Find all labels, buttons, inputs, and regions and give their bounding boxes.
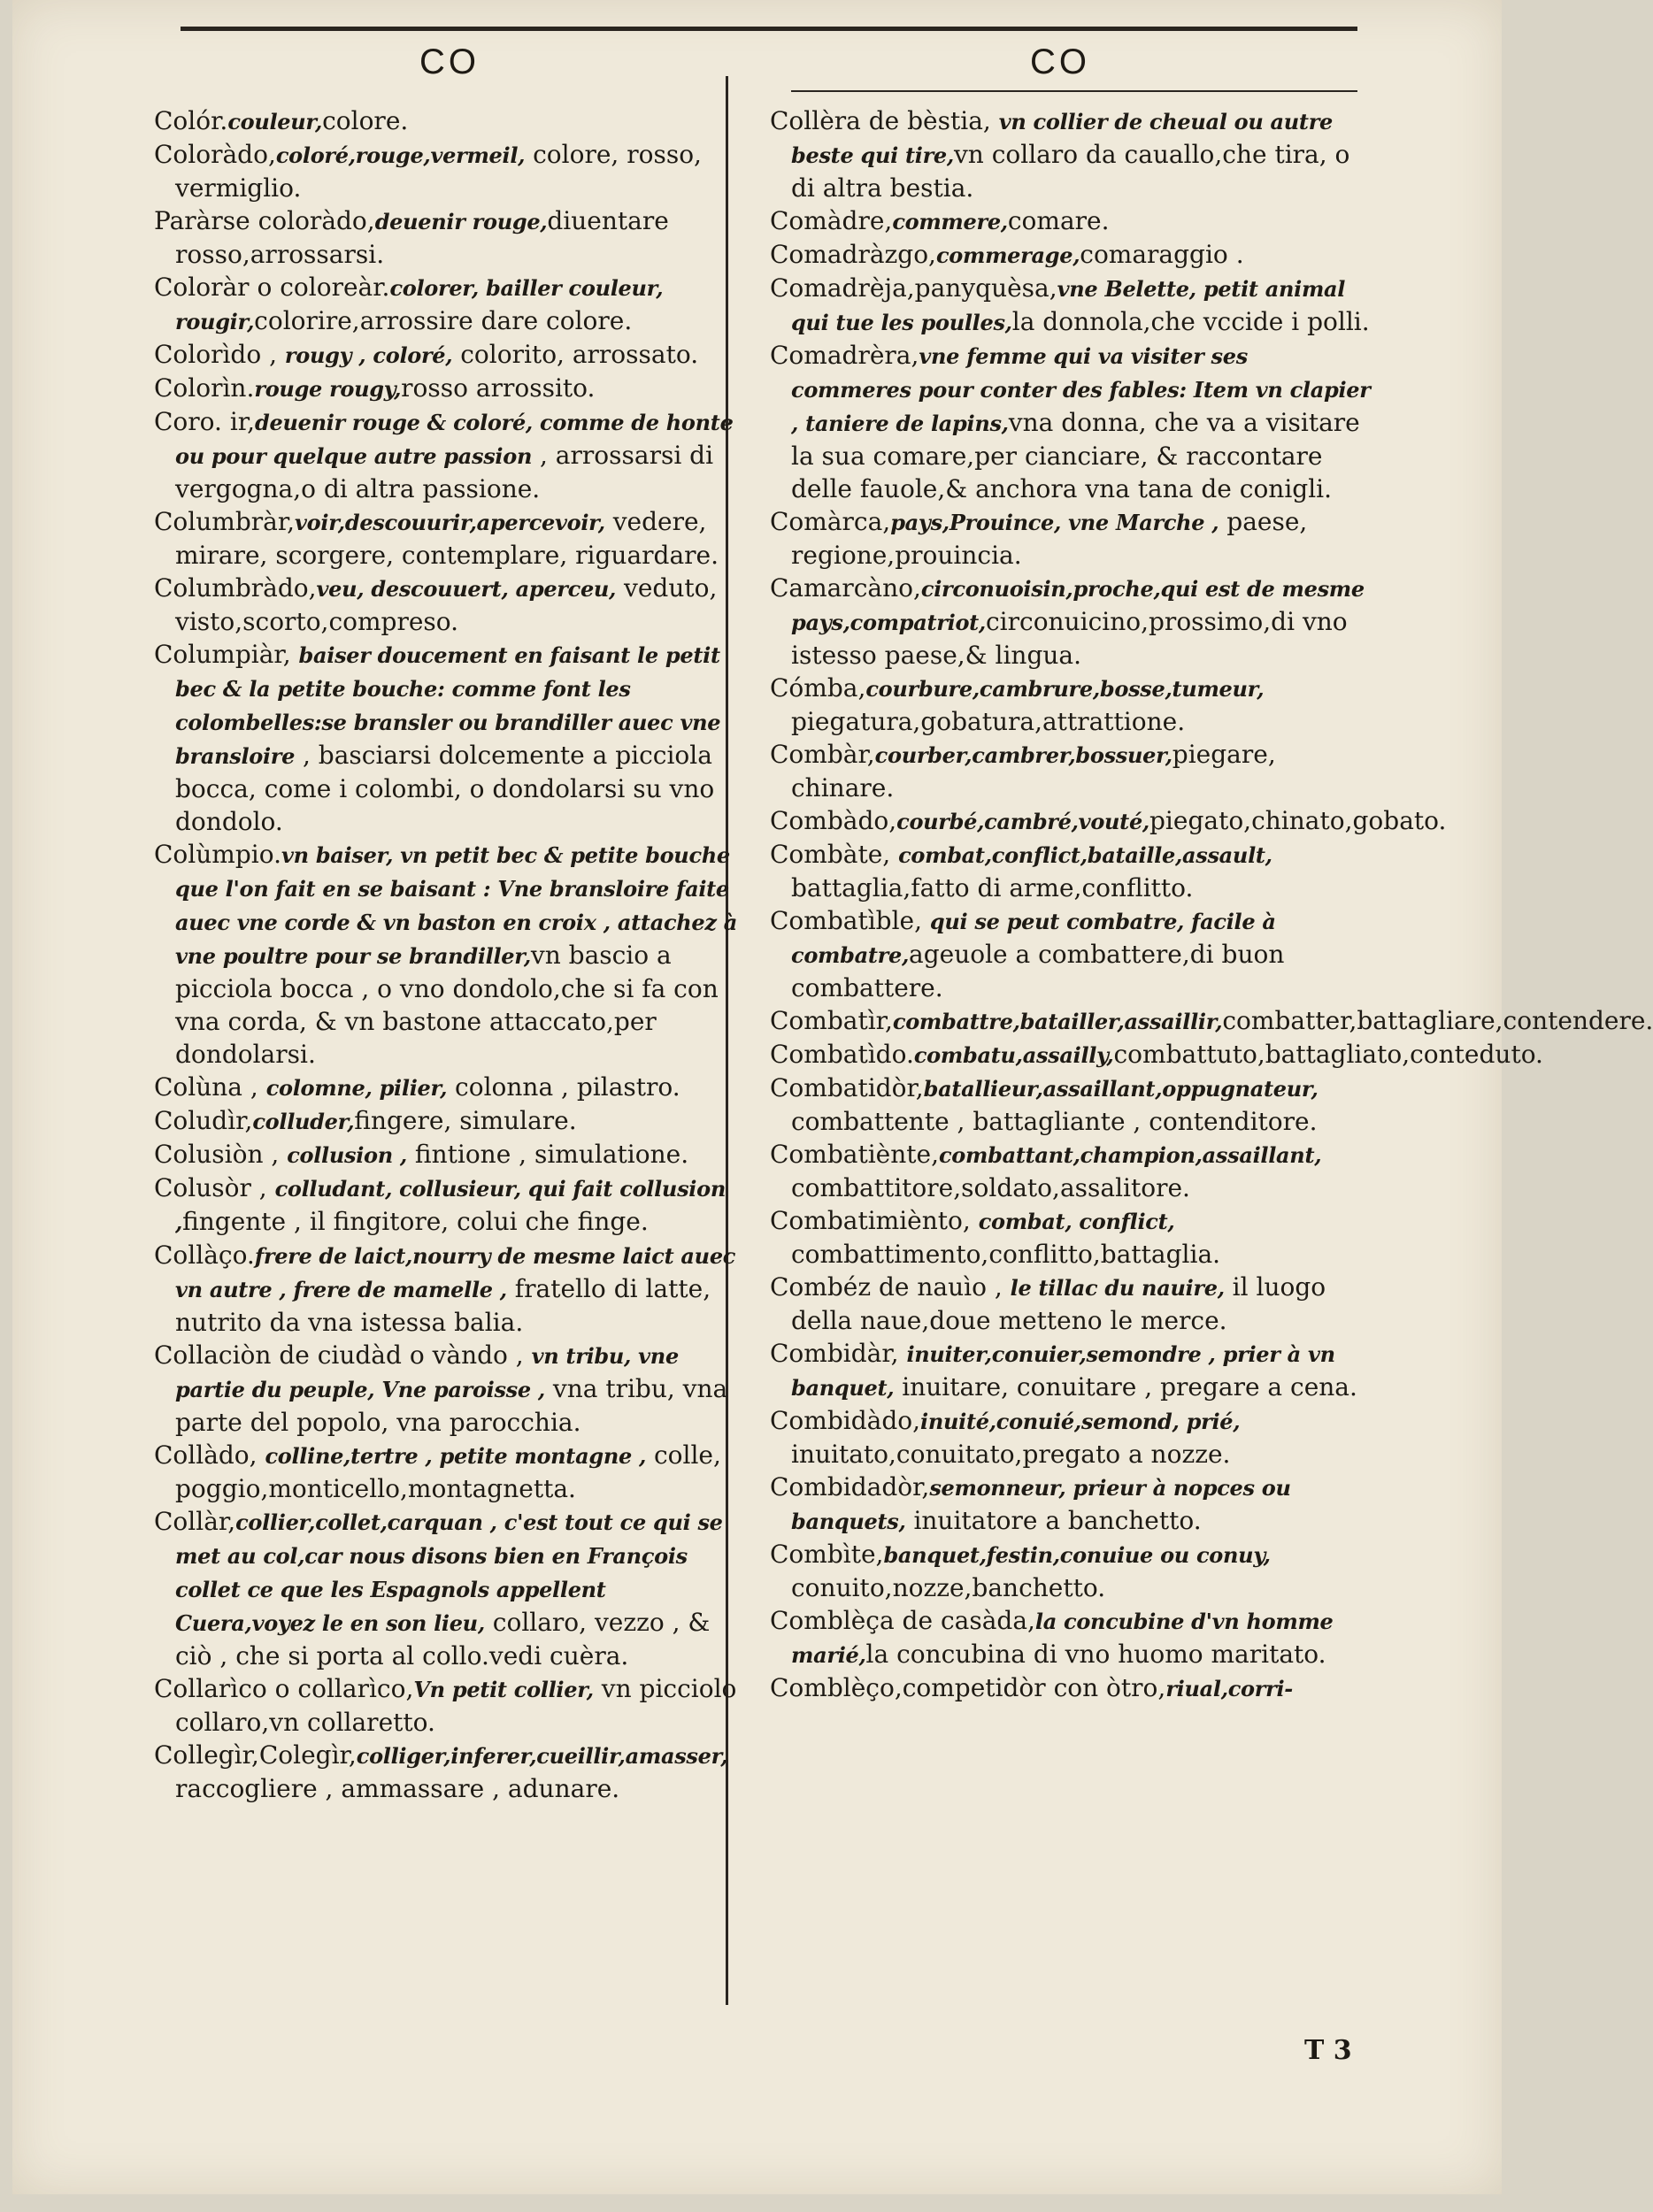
- dictionary-entry: [770, 1071, 1372, 1138]
- entry-french: vn collier de cheual ou autre beste qui tire,: [791, 109, 1334, 168]
- entry-french: rougy , coloré,: [284, 342, 453, 368]
- entry-headword: Cómba,: [770, 673, 866, 703]
- entry-french: colline,tertre , petite montagne ,: [265, 1443, 647, 1469]
- dictionary-entry: [770, 904, 1372, 1004]
- entry-french: le tillac du nauire,: [1010, 1275, 1225, 1301]
- entry-headword: Combéz de nauìo ,: [770, 1272, 1011, 1302]
- entry-french: couleur,: [227, 109, 323, 134]
- dictionary-entry: [770, 804, 1447, 838]
- dictionary-entry: [154, 572, 738, 638]
- entry-french: vn baiser, vn petit bec & petite bouche que l'on fait en se baisant : Vne bransloire faite auec vne corde & vn baston en croix , attachez à vne poultre pour se brandiller,: [175, 842, 738, 969]
- entry-italian: colore.: [322, 106, 409, 135]
- entry-italian: rosso arrossito.: [401, 373, 596, 403]
- entry-italian: collaro, vezzo , & ciò , che si porta al collo.vedi cuèra.: [175, 1608, 711, 1671]
- dictionary-entry: [154, 1439, 738, 1505]
- entry-french: riual,corri-: [1165, 1676, 1293, 1701]
- entry-headword: Colùmpio.: [154, 840, 281, 869]
- running-head-left: CO: [419, 42, 480, 81]
- dictionary-entry: [154, 1104, 738, 1138]
- entry-french: pays,Prouince, vne Marche ,: [890, 510, 1219, 535]
- entry-italian: diuentare rosso,arrossarsi.: [175, 206, 669, 269]
- entry-french: vne femme qui va visiter ses commeres pour conter des fables: Item vn clapier , taniere de lapins,: [791, 343, 1371, 436]
- dictionary-entry: [770, 204, 1372, 238]
- signature-mark: T 3: [1304, 2035, 1352, 2066]
- dictionary-entry: [154, 638, 738, 838]
- left-column: [154, 104, 738, 1805]
- dictionary-entry: [154, 271, 738, 338]
- entry-headword: Combidadòr,: [770, 1472, 930, 1502]
- entry-italian: colorito, arrossato.: [452, 340, 699, 369]
- dictionary-entry: [770, 1038, 1543, 1071]
- dictionary-entry: [154, 1739, 738, 1805]
- entry-headword: Colusòr ,: [154, 1173, 275, 1202]
- entry-italian: fintione , simulatione.: [407, 1140, 689, 1169]
- dictionary-entry: [770, 1004, 1653, 1038]
- entry-headword: Collàdo,: [154, 1440, 265, 1470]
- entry-french: inuité,conuié,semond, prié,: [920, 1409, 1241, 1434]
- entry-italian: vedere, mirare, scorgere, contemplare, riguardare.: [175, 507, 719, 570]
- entry-french: frere de laict,nourry de mesme laict auec vn autre , frere de mamelle ,: [175, 1243, 736, 1302]
- entry-italian: piegato,chinato,gobato.: [1149, 806, 1447, 835]
- dictionary-entry: [770, 1604, 1372, 1671]
- entry-italian: piegatura,gobatura,attrattione.: [791, 707, 1186, 736]
- entry-italian: ageuole a combattere,di buon combattere.: [791, 940, 1285, 1002]
- entry-italian: vna donna, che va a visitare la sua comare,per cianciare, & raccontare delle fauole,& anchora vna tana de conigli.: [791, 408, 1360, 503]
- entry-headword: Combàr,: [770, 740, 875, 769]
- entry-headword: Colorìdo ,: [154, 340, 285, 369]
- entry-french: colomne, pilier,: [265, 1075, 448, 1101]
- entry-french: collier,collet,carquan , c'est tout ce qui se met au col,car nous disons bien en François collet ce que les Espagnols appellent Cuera,voyez le en son lieu,: [175, 1509, 723, 1636]
- entry-french: colorer, bailler couleur, rougir,: [175, 275, 664, 334]
- entry-italian: battaglia,fatto di arme,conflitto.: [791, 873, 1194, 902]
- entry-headword: Colùna ,: [154, 1072, 266, 1102]
- entry-italian: colorire,arrossire dare colore.: [254, 306, 633, 335]
- entry-headword: Colusiòn ,: [154, 1140, 288, 1169]
- entry-french: courber,cambrer,bossuer,: [874, 742, 1172, 768]
- entry-italian: la concubina di vno huomo maritato.: [865, 1640, 1326, 1669]
- dictionary-entry: [154, 338, 738, 372]
- dictionary-entry: [154, 104, 738, 138]
- dictionary-entry: [770, 1404, 1372, 1471]
- entry-french: coloré,rouge,vermeil,: [275, 142, 526, 168]
- dictionary-entry: [770, 1138, 1372, 1204]
- dictionary-entry: [154, 138, 738, 204]
- dictionary-entry: [154, 1171, 738, 1239]
- dictionary-entry: [154, 838, 738, 1071]
- entry-italian: combattuto,battagliato,conteduto.: [1113, 1040, 1543, 1069]
- dictionary-entry: [154, 405, 738, 505]
- entry-italian: la donnola,che vccide i polli.: [1011, 307, 1370, 336]
- entry-headword: Columpiàr,: [154, 640, 299, 669]
- dictionary-entry: [770, 738, 1372, 804]
- entry-headword: Colorìn.: [154, 373, 255, 403]
- entry-headword: Collàço.: [154, 1240, 255, 1270]
- entry-headword: Combidàdo,: [770, 1406, 921, 1435]
- entry-italian: vna tribu, vna parte del popolo, vna parocchia.: [175, 1374, 728, 1437]
- entry-headword: Combatìr,: [770, 1006, 893, 1035]
- entry-headword: Combatimiènto,: [770, 1206, 979, 1235]
- entry-headword: Combatìble,: [770, 906, 930, 935]
- entry-french: colliger,inferer,cueillir,amasser,: [356, 1743, 728, 1769]
- entry-headword: Comadràzgo,: [770, 240, 936, 269]
- entry-headword: Coro. ir,: [154, 407, 255, 436]
- dictionary-entry: [154, 1239, 738, 1339]
- entry-headword: Collèra de bèstia,: [770, 106, 999, 135]
- entry-french: batallieur,assaillant,oppugnateur,: [923, 1076, 1319, 1102]
- entry-headword: Combàdo,: [770, 806, 897, 835]
- entry-italian: vn picciolo collaro,vn collaretto.: [175, 1674, 737, 1737]
- entry-italian: combattitore,soldato,assalitore.: [791, 1173, 1190, 1202]
- entry-headword: Camarcàno,: [770, 573, 921, 603]
- entry-french: qui se peut combatre, facile à combatre,: [791, 909, 1276, 968]
- dictionary-entry: [770, 104, 1372, 204]
- entry-french: rouge rougy,: [254, 376, 402, 402]
- entry-french: commere,: [892, 209, 1008, 234]
- entry-headword: Coludìr,: [154, 1106, 253, 1135]
- entry-italian: colle, poggio,monticello,montagnetta.: [175, 1440, 721, 1503]
- entry-french: vne Belette, petit animal qui tue les poulles,: [791, 276, 1346, 335]
- entry-french: semonneur, prieur à nopces ou banquets,: [791, 1475, 1291, 1534]
- entry-italian: il luogo della naue,doue metteno le merce.: [791, 1272, 1326, 1335]
- entry-italian: comaraggio .: [1080, 240, 1244, 269]
- entry-italian: fingere, simulare.: [354, 1106, 577, 1135]
- entry-italian: combatter,battagliare,contendere.: [1222, 1006, 1653, 1035]
- dictionary-entry: [154, 505, 738, 572]
- entry-italian: combattimento,conflitto,battaglia.: [791, 1240, 1221, 1269]
- entry-french: combat,conflict,bataille,assault,: [898, 842, 1272, 868]
- dictionary-entry: [770, 1337, 1372, 1404]
- entry-headword: Coloràr o coloreàr.: [154, 273, 390, 302]
- dictionary-entry: [154, 1505, 738, 1672]
- dictionary-entry: [770, 505, 1372, 572]
- entry-headword: Comàdre,: [770, 206, 893, 235]
- dictionary-entry: [770, 1538, 1372, 1604]
- entry-italian: inuitato,conuitato,pregato a nozze.: [791, 1440, 1231, 1469]
- entry-headword: Colór.: [154, 106, 228, 135]
- entry-headword: Columbràdo,: [154, 573, 317, 603]
- entry-headword: Comadrèja,panyquèsa,: [770, 273, 1057, 303]
- right-column-rule: [791, 90, 1357, 92]
- entry-headword: Combatidòr,: [770, 1073, 924, 1102]
- dictionary-entry: [154, 1071, 738, 1104]
- entry-headword: Combìte,: [770, 1540, 884, 1569]
- entry-headword: Comblèço,competidòr con òtro,: [770, 1673, 1166, 1702]
- entry-headword: Combidàr,: [770, 1339, 907, 1368]
- entry-italian: comare.: [1007, 206, 1110, 235]
- dictionary-page: [12, 0, 1653, 2194]
- entry-headword: Paràrse coloràdo,: [154, 206, 375, 235]
- entry-italian: fratello di latte, nutrito da vna istessa balia.: [175, 1274, 711, 1337]
- dictionary-entry: [770, 672, 1372, 738]
- entry-italian: conuito,nozze,banchetto.: [791, 1573, 1106, 1602]
- entry-french: combattre,batailler,assaillir,: [892, 1009, 1223, 1034]
- entry-french: deuenir rouge & coloré, comme de honte ou pour quelque autre passion: [175, 410, 734, 469]
- dictionary-entry: [154, 1672, 738, 1739]
- entry-headword: Comblèça de casàda,: [770, 1606, 1035, 1635]
- entry-french: combatu,assailly,: [913, 1042, 1114, 1068]
- dictionary-entry: [770, 1204, 1372, 1271]
- right-column: [770, 104, 1653, 1705]
- dictionary-entry: [770, 1271, 1372, 1337]
- entry-italian: fingente , il fingitore, colui che finge.: [182, 1207, 649, 1236]
- entry-headword: Coloràdo,: [154, 140, 276, 169]
- dictionary-entry: [770, 238, 1372, 272]
- entry-french: deuenir rouge,: [374, 209, 548, 234]
- entry-italian: combattente , battagliante , contenditore.: [791, 1107, 1318, 1136]
- entry-italian: circonuicino,prossimo,di vno istesso paese,& lingua.: [791, 607, 1348, 670]
- entry-headword: Combatìdo.: [770, 1040, 914, 1069]
- entry-french: courbé,cambré,vouté,: [896, 809, 1149, 834]
- entry-italian: , basciarsi dolcemente a picciola bocca, come i colombi, o dondolarsi su vno dondolo.: [175, 741, 715, 836]
- entry-french: la concubine d'vn homme marié,: [791, 1609, 1334, 1668]
- entry-french: circonuoisin,proche,qui est de mesme pays,compatriot,: [791, 576, 1365, 635]
- entry-french: combattant,champion,assaillant,: [938, 1142, 1322, 1168]
- top-rule: [181, 27, 1357, 31]
- entry-french: commerage,: [935, 242, 1080, 268]
- entry-italian: , arrossarsi di vergogna,o di altra passione.: [175, 441, 714, 503]
- entry-french: colludant, collusieur, qui fait collusion ,: [175, 1176, 726, 1235]
- dictionary-entry: [770, 339, 1372, 505]
- entry-french: voir,descouurir,apercevoir,: [295, 510, 605, 535]
- entry-italian: vn collaro da cauallo,che tira, o di altra bestia.: [791, 140, 1350, 203]
- entry-french: combat, conflict,: [978, 1209, 1175, 1234]
- entry-italian: raccogliere , ammassare , adunare.: [175, 1774, 620, 1803]
- entry-headword: Comadrèra,: [770, 341, 919, 370]
- entry-french: inuiter,conuier,semondre , prier à vn banquet,: [791, 1341, 1335, 1401]
- entry-french: courbure,cambrure,bosse,tumeur,: [865, 676, 1265, 702]
- entry-italian: colonna , pilastro.: [447, 1072, 680, 1102]
- entry-french: veu, descouuert, aperceu,: [316, 576, 617, 602]
- entry-headword: Collarìco o collarìco,: [154, 1674, 414, 1703]
- entry-french: banquet,festin,conuiue ou conuy,: [883, 1542, 1271, 1568]
- dictionary-entry: [770, 1471, 1372, 1538]
- dictionary-entry: [770, 272, 1372, 339]
- entry-headword: Collaciòn de ciudàd o vàndo ,: [154, 1340, 532, 1370]
- entry-headword: Combàte,: [770, 840, 899, 869]
- dictionary-entry: [154, 372, 738, 405]
- entry-french: colluder,: [252, 1109, 355, 1134]
- dictionary-entry: [770, 572, 1372, 672]
- dictionary-entry: [770, 838, 1372, 904]
- entry-french: collusion ,: [287, 1142, 407, 1168]
- dictionary-entry: [154, 1138, 738, 1171]
- entry-french: baiser doucement en faisant le petit bec & la petite bouche: comme font les colombelles:se bransler ou brandiller auec vne bransloire: [175, 642, 721, 769]
- entry-italian: inuitatore a banchetto.: [905, 1506, 1202, 1535]
- entry-headword: Collegìr,Colegìr,: [154, 1740, 357, 1770]
- entry-italian: vn bascio a picciola bocca , o vno dondolo,che si fa con vna corda, & vn bastone attaccato,per dondolarsi.: [175, 941, 719, 1069]
- entry-headword: Columbràr,: [154, 507, 296, 536]
- entry-italian: colore, rosso, vermiglio.: [175, 140, 702, 203]
- dictionary-entry: [154, 204, 738, 271]
- dictionary-entry: [154, 1339, 738, 1439]
- entry-headword: Combatiènte,: [770, 1140, 939, 1169]
- entry-italian: inuitare, conuitare , pregare a cena.: [894, 1372, 1357, 1402]
- entry-headword: Collàr,: [154, 1507, 236, 1536]
- entry-headword: Comàrca,: [770, 507, 891, 536]
- entry-french: vn tribu, vne partie du peuple, Vne paroisse ,: [175, 1343, 679, 1402]
- entry-italian: veduto, visto,scorto,compreso.: [175, 573, 718, 636]
- entry-italian: paese, regione,prouincia.: [791, 507, 1308, 570]
- entry-french: Vn petit collier,: [413, 1677, 594, 1702]
- dictionary-entry: [770, 1671, 1372, 1705]
- running-head-right: CO: [1030, 42, 1090, 81]
- entry-italian: piegare, chinare.: [791, 740, 1276, 803]
